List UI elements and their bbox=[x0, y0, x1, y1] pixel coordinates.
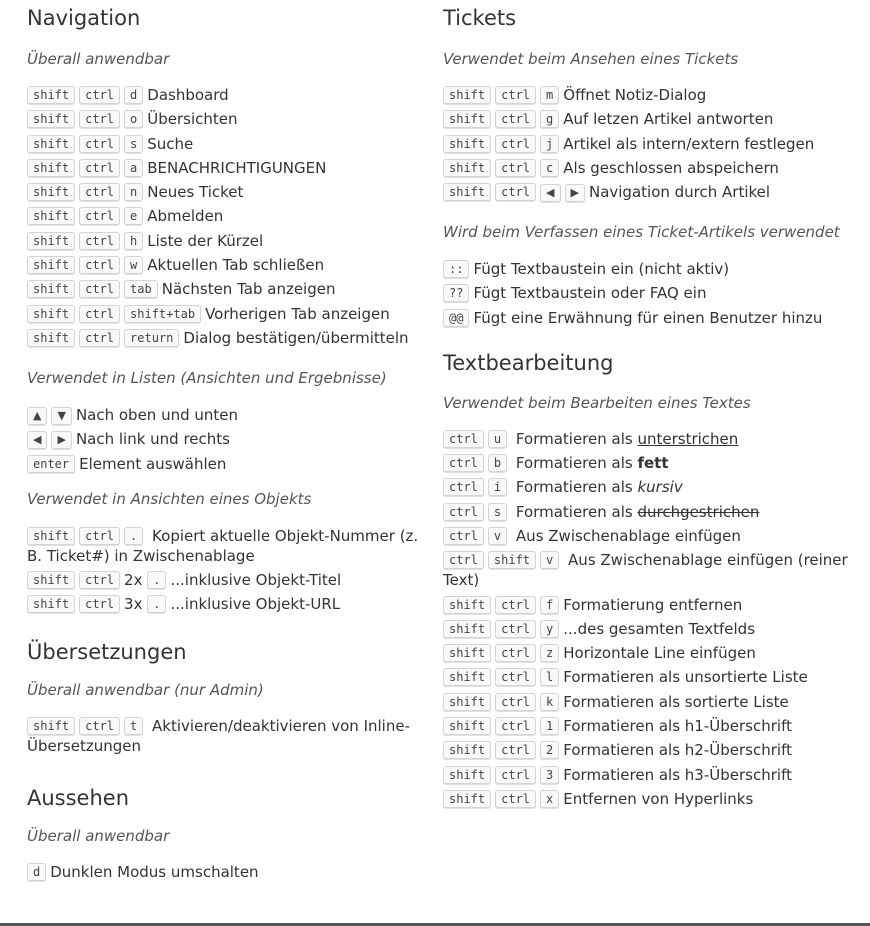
shortcut-description: Aktuellen Tab schließen bbox=[147, 256, 325, 275]
key-tab: tab bbox=[124, 280, 158, 298]
textedit-heading: Textbearbeitung bbox=[443, 350, 614, 375]
key-e: e bbox=[124, 207, 143, 225]
compose-shortcut-list bbox=[443, 259, 867, 328]
key-ctrl: ctrl bbox=[79, 207, 120, 225]
shortcut-row bbox=[27, 231, 437, 251]
key-shift: shift bbox=[27, 207, 75, 225]
key-k: k bbox=[540, 693, 559, 711]
navigation-shortcut-list bbox=[27, 85, 437, 348]
key-arrow-right: ▶ bbox=[51, 431, 71, 449]
shortcut-description: Formatieren als h2-Überschrift bbox=[563, 741, 792, 760]
shortcut-row bbox=[27, 454, 437, 474]
key-shift: shift bbox=[27, 571, 75, 589]
key-s: s bbox=[124, 135, 143, 153]
key-shift: shift bbox=[488, 551, 536, 569]
key-ctrl: ctrl bbox=[79, 305, 120, 323]
key-period: . bbox=[147, 571, 166, 589]
key-ctrl: ctrl bbox=[495, 766, 536, 784]
shortcut-row bbox=[27, 594, 437, 614]
key-period: . bbox=[124, 527, 143, 545]
key-ctrl: ctrl bbox=[495, 110, 536, 128]
format-prefix: Formatieren als bbox=[515, 429, 633, 448]
shortcut-row bbox=[27, 304, 437, 324]
key-period: . bbox=[147, 595, 166, 613]
key-s: s bbox=[488, 503, 507, 521]
shortcut-description: Element auswählen bbox=[79, 454, 227, 473]
shortcut-description: Dialog bestätigen/übermitteln bbox=[183, 328, 409, 347]
shortcut-row bbox=[27, 206, 437, 226]
bold-label: fett bbox=[637, 454, 669, 473]
shortcut-row bbox=[443, 453, 867, 473]
textedit-subheading: Verwendet beim Bearbeiten eines Textes bbox=[443, 393, 751, 412]
shortcut-row bbox=[27, 405, 437, 425]
translations-subheading: Überall anwendbar (nur Admin) bbox=[27, 681, 264, 700]
key-2: 2 bbox=[540, 741, 559, 759]
key-return: return bbox=[124, 329, 179, 347]
key-j: j bbox=[540, 135, 559, 153]
key-y: y bbox=[540, 620, 559, 638]
key-arrow-left: ◀ bbox=[27, 431, 47, 449]
key-ctrl: ctrl bbox=[495, 668, 536, 686]
compose-subheading: Wird beim Verfassen eines Ticket-Artikels verwendet bbox=[443, 223, 840, 242]
shortcut-row bbox=[443, 158, 867, 178]
key-ctrl: ctrl bbox=[443, 430, 484, 448]
key-ctrl: ctrl bbox=[79, 256, 120, 274]
key-shift: shift bbox=[27, 110, 75, 128]
shortcut-row bbox=[443, 259, 867, 279]
shortcut-description: Liste der Kürzel bbox=[147, 231, 264, 250]
format-prefix: Formatieren als bbox=[515, 454, 633, 473]
shortcut-description: Übersichten bbox=[147, 110, 238, 129]
object-subheading: Verwendet in Ansichten eines Objekts bbox=[27, 489, 312, 508]
key-shift: shift bbox=[443, 790, 491, 808]
key-shift: shift bbox=[443, 620, 491, 638]
translations-heading: Übersetzungen bbox=[27, 640, 187, 665]
shortcut-description: Nächsten Tab anzeigen bbox=[161, 280, 336, 299]
key-g: g bbox=[540, 110, 559, 128]
shortcut-description: Aus Zwischenablage einfügen bbox=[515, 526, 741, 545]
key-ctrl: ctrl bbox=[79, 595, 120, 613]
key-ctrl: ctrl bbox=[79, 135, 120, 153]
key-u: u bbox=[488, 430, 507, 448]
shortcut-description: Fügt Textbaustein oder FAQ ein bbox=[473, 284, 707, 303]
key-arrow-up: ▲ bbox=[27, 407, 47, 425]
shortcut-row bbox=[443, 740, 867, 760]
key-ctrl: ctrl bbox=[79, 183, 120, 201]
shortcut-description: Artikel als intern/extern festlegen bbox=[563, 134, 815, 153]
key-1: 1 bbox=[540, 717, 559, 735]
shortcut-description: Aktivieren/deaktivieren von Inline-Übersetzungen bbox=[27, 717, 410, 756]
key-v: v bbox=[540, 551, 559, 569]
shortcut-description: Formatieren als h3-Überschrift bbox=[563, 765, 792, 784]
key-c: c bbox=[540, 159, 559, 177]
right-column bbox=[443, 0, 867, 813]
shortcut-row bbox=[443, 716, 867, 736]
key-ctrl: ctrl bbox=[443, 503, 484, 521]
format-prefix: Formatieren als bbox=[515, 478, 633, 497]
shortcut-row bbox=[443, 789, 867, 809]
shortcut-description: Kopiert aktuelle Objekt-Nummer (z. B. Ticket#) in Zwischenablage bbox=[27, 526, 419, 565]
shortcut-row bbox=[27, 328, 437, 348]
strike-label: durchgestrichen bbox=[637, 502, 760, 521]
shortcut-description: Abmelden bbox=[147, 207, 224, 226]
shortcut-row bbox=[443, 502, 867, 522]
shortcut-description: Formatieren als unsortierte Liste bbox=[563, 668, 808, 687]
shortcut-row bbox=[27, 134, 437, 154]
shortcut-description: Auf letzen Artikel antworten bbox=[563, 110, 774, 129]
shortcut-row bbox=[443, 619, 867, 639]
navigation-heading: Navigation bbox=[27, 6, 141, 30]
key-3: 3 bbox=[540, 766, 559, 784]
key-shift: shift bbox=[27, 527, 75, 545]
textedit-shortcut-list bbox=[443, 595, 867, 809]
shortcut-row bbox=[27, 158, 437, 178]
key-v: v bbox=[488, 527, 507, 545]
key-ctrl: ctrl bbox=[495, 135, 536, 153]
key-ctrl: ctrl bbox=[79, 527, 120, 545]
key-ctrl: ctrl bbox=[495, 693, 536, 711]
shortcut-description: Suche bbox=[147, 134, 194, 153]
key-ctrl: ctrl bbox=[79, 86, 120, 104]
key-shift: shift bbox=[27, 232, 75, 250]
shortcut-row bbox=[27, 255, 437, 275]
key-x: x bbox=[540, 790, 559, 808]
key-shift: shift bbox=[443, 135, 491, 153]
key-colons: :: bbox=[443, 260, 469, 278]
shortcut-row bbox=[443, 477, 867, 497]
shortcut-row bbox=[443, 308, 867, 328]
key-l: l bbox=[540, 668, 559, 686]
key-arrow-down: ▼ bbox=[51, 407, 71, 425]
key-shift: shift bbox=[443, 717, 491, 735]
key-shift: shift bbox=[443, 693, 491, 711]
key-ctrl: ctrl bbox=[495, 790, 536, 808]
shortcut-row bbox=[443, 643, 867, 663]
key-ctrl: ctrl bbox=[495, 741, 536, 759]
key-shift: shift bbox=[443, 766, 491, 784]
shortcut-row bbox=[443, 134, 867, 154]
key-shift: shift bbox=[27, 135, 75, 153]
key-ctrl: ctrl bbox=[79, 232, 120, 250]
navigation-subheading: Überall anwendbar bbox=[27, 50, 170, 68]
key-shift: shift bbox=[443, 159, 491, 177]
tickets-subheading: Verwendet beim Ansehen eines Tickets bbox=[443, 50, 739, 68]
key-shift: shift bbox=[27, 717, 75, 735]
key-n: n bbox=[124, 183, 143, 201]
key-ctrl: ctrl bbox=[443, 527, 484, 545]
lists-subheading: Verwendet in Listen (Ansichten und Ergebnisse) bbox=[27, 368, 387, 387]
key-shift: shift bbox=[443, 110, 491, 128]
key-ctrl: ctrl bbox=[79, 717, 120, 735]
shortcut-row bbox=[27, 570, 437, 590]
key-t: t bbox=[124, 717, 143, 735]
underline-label: unterstrichen bbox=[637, 429, 739, 448]
appearance-heading: Aussehen bbox=[27, 786, 130, 811]
shortcut-row bbox=[443, 429, 867, 449]
key-i: i bbox=[488, 478, 507, 496]
key-ctrl: ctrl bbox=[495, 159, 536, 177]
shortcut-description: ...inklusive Objekt-Titel bbox=[170, 570, 342, 589]
key-shift: shift bbox=[27, 329, 75, 347]
shortcut-row bbox=[443, 667, 867, 687]
repeat-prefix: 2x bbox=[124, 570, 143, 589]
shortcut-row bbox=[27, 279, 437, 299]
key-ctrl: ctrl bbox=[495, 717, 536, 735]
key-shift: shift bbox=[27, 256, 75, 274]
shortcut-description: Dashboard bbox=[147, 86, 229, 104]
shortcut-description: Navigation durch Artikel bbox=[588, 183, 771, 202]
key-shift: shift bbox=[27, 280, 75, 298]
shortcut-description: Neues Ticket bbox=[147, 183, 244, 202]
format-prefix: Formatieren als bbox=[515, 502, 633, 521]
shortcut-description: BENACHRICHTIGUNGEN bbox=[147, 158, 327, 177]
key-shift: shift bbox=[27, 183, 75, 201]
key-ctrl: ctrl bbox=[79, 280, 120, 298]
key-shift: shift bbox=[443, 741, 491, 759]
key-shift: shift bbox=[27, 159, 75, 177]
shortcut-description: Vorherigen Tab anzeigen bbox=[205, 304, 390, 323]
key-ctrl: ctrl bbox=[495, 596, 536, 614]
shortcut-description: Formatieren als h1-Überschrift bbox=[563, 717, 792, 736]
shortcut-row bbox=[27, 109, 437, 129]
shortcut-description: Fügt eine Erwähnung für einen Benutzer hinzu bbox=[473, 308, 823, 327]
lists-shortcut-list bbox=[27, 405, 437, 474]
shortcut-description: Nach link und rechts bbox=[75, 430, 230, 449]
shortcut-row bbox=[443, 526, 867, 546]
key-d: d bbox=[27, 863, 46, 881]
shortcut-description: Öffnet Notiz-Dialog bbox=[563, 86, 707, 104]
key-h: h bbox=[124, 232, 143, 250]
shortcut-description: Aus Zwischenablage einfügen (reiner Text) bbox=[443, 551, 848, 590]
key-shift: shift bbox=[443, 183, 491, 201]
key-ctrl: ctrl bbox=[79, 159, 120, 177]
shortcut-description: Nach oben und unten bbox=[75, 405, 239, 424]
key-b: b bbox=[488, 454, 507, 472]
tickets-heading: Tickets bbox=[443, 6, 517, 30]
shortcut-row bbox=[27, 526, 437, 566]
shortcut-description: Formatierung entfernen bbox=[563, 595, 743, 614]
appearance-subheading: Überall anwendbar bbox=[27, 827, 170, 846]
shortcut-row bbox=[443, 692, 867, 712]
key-at-signs: @@ bbox=[443, 309, 469, 327]
shortcut-description: Horizontale Line einfügen bbox=[563, 644, 756, 663]
key-f: f bbox=[540, 596, 559, 614]
shortcut-row bbox=[443, 595, 867, 615]
tickets-shortcut-list bbox=[443, 85, 867, 202]
key-ctrl: ctrl bbox=[443, 454, 484, 472]
key-arrow-right: ▶ bbox=[565, 184, 585, 202]
shortcut-row bbox=[443, 109, 867, 129]
shortcut-row bbox=[443, 182, 867, 202]
key-shift: shift bbox=[443, 668, 491, 686]
key-ctrl: ctrl bbox=[443, 478, 484, 496]
key-shift: shift bbox=[443, 644, 491, 662]
key-shift: shift bbox=[27, 595, 75, 613]
shortcut-row bbox=[27, 429, 437, 449]
key-ctrl: ctrl bbox=[495, 644, 536, 662]
key-shift: shift bbox=[443, 86, 491, 104]
key-shift: shift bbox=[27, 305, 75, 323]
key-a: a bbox=[124, 159, 143, 177]
key-ctrl: ctrl bbox=[495, 620, 536, 638]
key-shift-tab: shift+tab bbox=[124, 305, 201, 323]
key-shift: shift bbox=[443, 596, 491, 614]
shortcut-description: Dunklen Modus umschalten bbox=[50, 863, 259, 882]
key-ctrl: ctrl bbox=[443, 551, 484, 569]
key-ctrl: ctrl bbox=[495, 183, 536, 201]
shortcut-description: Formatieren als sortierte Liste bbox=[563, 692, 789, 711]
shortcut-row bbox=[27, 85, 437, 105]
shortcut-row bbox=[27, 716, 437, 756]
key-ctrl: ctrl bbox=[79, 329, 120, 347]
italic-label: kursiv bbox=[637, 478, 683, 497]
key-question-marks: ?? bbox=[443, 284, 469, 302]
key-shift: shift bbox=[27, 86, 75, 104]
key-d: d bbox=[124, 86, 143, 104]
shortcut-row bbox=[443, 85, 867, 105]
key-enter: enter bbox=[27, 455, 75, 473]
shortcut-row bbox=[27, 182, 437, 202]
key-m: m bbox=[540, 86, 559, 104]
shortcut-description: Fügt Textbaustein ein (nicht aktiv) bbox=[473, 260, 730, 279]
shortcut-description: Als geschlossen abspeichern bbox=[563, 158, 779, 177]
key-arrow-left: ◀ bbox=[540, 184, 560, 202]
shortcut-description: Entfernen von Hyperlinks bbox=[563, 789, 754, 808]
key-z: z bbox=[540, 644, 559, 662]
shortcut-row bbox=[443, 765, 867, 785]
key-ctrl: ctrl bbox=[79, 110, 120, 128]
key-w: w bbox=[124, 256, 143, 274]
key-o: o bbox=[124, 110, 143, 128]
left-column bbox=[27, 0, 437, 886]
shortcut-row bbox=[443, 550, 867, 590]
shortcut-row bbox=[443, 283, 867, 303]
repeat-prefix: 3x bbox=[124, 595, 143, 614]
shortcut-description: ...des gesamten Textfelds bbox=[563, 619, 756, 638]
key-ctrl: ctrl bbox=[79, 571, 120, 589]
shortcut-row bbox=[27, 862, 437, 882]
key-ctrl: ctrl bbox=[495, 86, 536, 104]
shortcut-description: ...inklusive Objekt-URL bbox=[170, 595, 341, 614]
